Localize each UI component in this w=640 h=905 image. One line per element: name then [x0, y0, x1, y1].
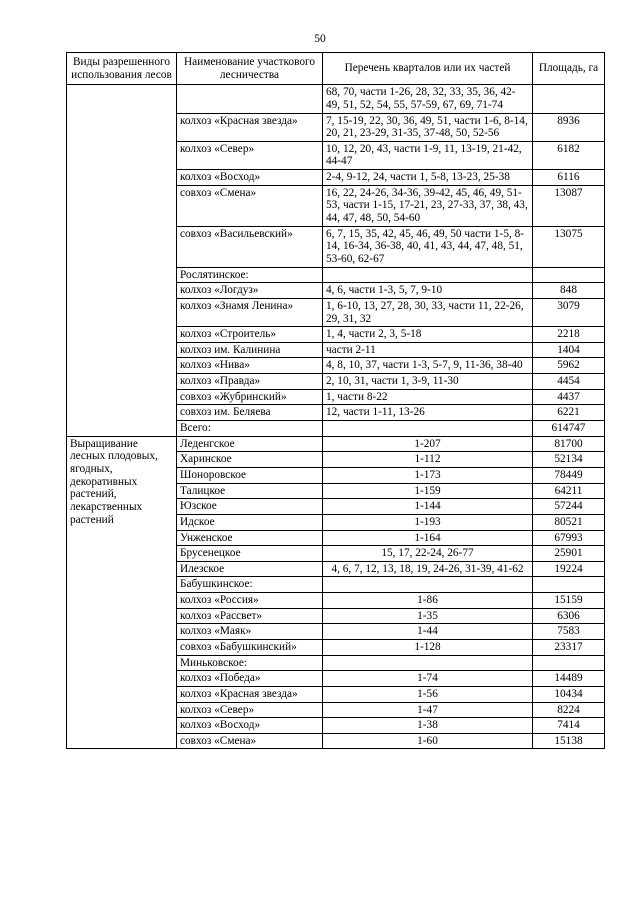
forestry-cell: колхоз «Восход» — [177, 718, 323, 734]
quarters-cell: 12, части 1-11, 13-26 — [323, 405, 533, 421]
forestry-cell: колхоз «Север» — [177, 702, 323, 718]
header-area: Площадь, га — [533, 53, 605, 85]
table-header — [67, 53, 605, 85]
forestry-cell: Всего: — [177, 421, 323, 437]
area-cell — [533, 655, 605, 671]
quarters-cell: 1, 4, части 2, 3, 5-18 — [323, 327, 533, 343]
quarters-cell: 1-112 — [323, 452, 533, 468]
forestry-cell: совхоз «Жубринский» — [177, 389, 323, 405]
quarters-cell: 1-173 — [323, 467, 533, 483]
quarters-cell — [323, 421, 533, 437]
forestry-cell: Идское — [177, 514, 323, 530]
forestry-cell: колхоз «Победа» — [177, 671, 323, 687]
area-cell: 7583 — [533, 624, 605, 640]
forestry-cell: Юзское — [177, 499, 323, 515]
header-quarters: Перечень кварталов или их частей — [323, 53, 533, 85]
forestry-cell: Рослятинское: — [177, 267, 323, 283]
table-row — [67, 85, 605, 113]
quarters-cell: 1-207 — [323, 436, 533, 452]
forestry-cell: Миньковское: — [177, 655, 323, 671]
forestry-cell: Брусенецкое — [177, 546, 323, 562]
area-cell: 848 — [533, 283, 605, 299]
table-row — [67, 436, 605, 452]
area-cell: 19224 — [533, 561, 605, 577]
quarters-cell: 1, части 8-22 — [323, 389, 533, 405]
quarters-cell: 4, 8, 10, 37, части 1-3, 5-7, 9, 11-36, 38-40 — [323, 358, 533, 374]
area-cell — [533, 577, 605, 593]
area-cell: 6221 — [533, 405, 605, 421]
area-cell: 4437 — [533, 389, 605, 405]
forestry-cell: совхоз «Смена» — [177, 733, 323, 749]
area-cell: 5962 — [533, 358, 605, 374]
page-number: 50 — [314, 33, 326, 45]
forestry-cell — [177, 85, 323, 113]
forestry-cell: колхоз «Знамя Ленина» — [177, 298, 323, 326]
quarters-cell — [323, 655, 533, 671]
table-body — [67, 85, 605, 749]
quarters-cell: 16, 22, 24-26, 34-36, 39-42, 45, 46, 49, 51-53, части 1-15, 17-21, 23, 27-33, 37, 38, 43, 44, 47, 48, 50, 54-60 — [323, 185, 533, 226]
quarters-cell: 2, 10, 31, части 1, 3-9, 11-30 — [323, 374, 533, 390]
forestry-cell: колхоз им. Калинина — [177, 342, 323, 358]
forestry-cell: Талицкое — [177, 483, 323, 499]
forestry-cell: Шоноровское — [177, 467, 323, 483]
quarters-cell: 1-144 — [323, 499, 533, 515]
forest-use-table — [66, 52, 605, 749]
area-cell: 3079 — [533, 298, 605, 326]
area-cell: 6116 — [533, 170, 605, 186]
area-cell: 1404 — [533, 342, 605, 358]
area-cell — [533, 267, 605, 283]
quarters-cell: 1-38 — [323, 718, 533, 734]
forestry-cell: Леденгское — [177, 436, 323, 452]
quarters-cell: 1-56 — [323, 686, 533, 702]
quarters-cell: 1-44 — [323, 624, 533, 640]
quarters-cell — [323, 267, 533, 283]
forestry-cell: Бабушкинское: — [177, 577, 323, 593]
header-row — [67, 53, 605, 85]
quarters-cell: 1-159 — [323, 483, 533, 499]
area-cell: 614747 — [533, 421, 605, 437]
area-cell: 57244 — [533, 499, 605, 515]
quarters-cell: 1-128 — [323, 639, 533, 655]
quarters-cell: 4, 6, 7, 12, 13, 18, 19, 24-26, 31-39, 41-62 — [323, 561, 533, 577]
quarters-cell — [323, 577, 533, 593]
area-cell: 81700 — [533, 436, 605, 452]
area-cell: 2218 — [533, 327, 605, 343]
quarters-cell: 6, 7, 15, 35, 42, 45, 46, 49, 50 части 1-5, 8-14, 16-34, 36-38, 40, 41, 43, 44, 47, 48, 51, 53-60, 62-67 — [323, 226, 533, 267]
forestry-cell: совхоз «Бабушкинский» — [177, 639, 323, 655]
forestry-cell: Харинское — [177, 452, 323, 468]
area-cell: 13087 — [533, 185, 605, 226]
area-cell: 52134 — [533, 452, 605, 468]
quarters-cell: 1, 6-10, 13, 27, 28, 30, 33, части 11, 22-26, 29, 31, 32 — [323, 298, 533, 326]
forestry-cell: колхоз «Север» — [177, 141, 323, 169]
area-cell: 6182 — [533, 141, 605, 169]
quarters-cell: 1-86 — [323, 593, 533, 609]
quarters-cell: 1-35 — [323, 608, 533, 624]
area-cell: 15159 — [533, 593, 605, 609]
quarters-cell: 4, 6, части 1-3, 5, 7, 9-10 — [323, 283, 533, 299]
forestry-cell: колхоз «Рассвет» — [177, 608, 323, 624]
forestry-cell: совхоз «Смена» — [177, 185, 323, 226]
quarters-cell: 1-193 — [323, 514, 533, 530]
quarters-cell: части 2-11 — [323, 342, 533, 358]
header-use-type: Виды разрешенного использования лесов — [67, 53, 177, 85]
area-cell: 7414 — [533, 718, 605, 734]
use-type-cell — [67, 85, 177, 436]
quarters-cell: 1-60 — [323, 733, 533, 749]
forestry-cell: колхоз «Правда» — [177, 374, 323, 390]
quarters-cell: 1-164 — [323, 530, 533, 546]
area-cell: 14489 — [533, 671, 605, 687]
forestry-cell: колхоз «Нива» — [177, 358, 323, 374]
forestry-cell: совхоз им. Беляева — [177, 405, 323, 421]
area-cell: 8936 — [533, 113, 605, 141]
forestry-cell: Илезское — [177, 561, 323, 577]
quarters-cell: 1-47 — [323, 702, 533, 718]
quarters-cell: 15, 17, 22-24, 26-77 — [323, 546, 533, 562]
area-cell: 25901 — [533, 546, 605, 562]
forestry-cell: колхоз «Маяк» — [177, 624, 323, 640]
area-cell — [533, 85, 605, 113]
forestry-cell: совхоз «Васильевский» — [177, 226, 323, 267]
area-cell: 78449 — [533, 467, 605, 483]
forestry-cell: колхоз «Россия» — [177, 593, 323, 609]
forestry-cell: колхоз «Логдуз» — [177, 283, 323, 299]
area-cell: 13075 — [533, 226, 605, 267]
area-cell: 15138 — [533, 733, 605, 749]
quarters-cell: 2-4, 9-12, 24, части 1, 5-8, 13-23, 25-38 — [323, 170, 533, 186]
area-cell: 80521 — [533, 514, 605, 530]
area-cell: 4454 — [533, 374, 605, 390]
forestry-cell: колхоз «Красная звезда» — [177, 113, 323, 141]
area-cell: 67993 — [533, 530, 605, 546]
quarters-cell: 7, 15-19, 22, 30, 36, 49, 51, части 1-6, 8-14, 20, 21, 23-29, 31-35, 37-48, 50, 52-56 — [323, 113, 533, 141]
area-cell: 6306 — [533, 608, 605, 624]
forestry-cell: колхоз «Красная звезда» — [177, 686, 323, 702]
quarters-cell: 10, 12, 20, 43, части 1-9, 11, 13-19, 21-42, 44-47 — [323, 141, 533, 169]
header-forestry: Наименование участкового лесничества — [177, 53, 323, 85]
quarters-cell: 1-74 — [323, 671, 533, 687]
area-cell: 10434 — [533, 686, 605, 702]
forestry-cell: колхоз «Восход» — [177, 170, 323, 186]
quarters-cell: 68, 70, части 1-26, 28, 32, 33, 35, 36, 42-49, 51, 52, 54, 55, 57-59, 67, 69, 71-74 — [323, 85, 533, 113]
area-cell: 8224 — [533, 702, 605, 718]
use-type-cell: Выращивание лесных плодовых, ягодных, декоративных растений, лекарственных растений — [67, 436, 177, 749]
area-cell: 64211 — [533, 483, 605, 499]
forestry-cell: Унженское — [177, 530, 323, 546]
forestry-cell: колхоз «Строитель» — [177, 327, 323, 343]
area-cell: 23317 — [533, 639, 605, 655]
